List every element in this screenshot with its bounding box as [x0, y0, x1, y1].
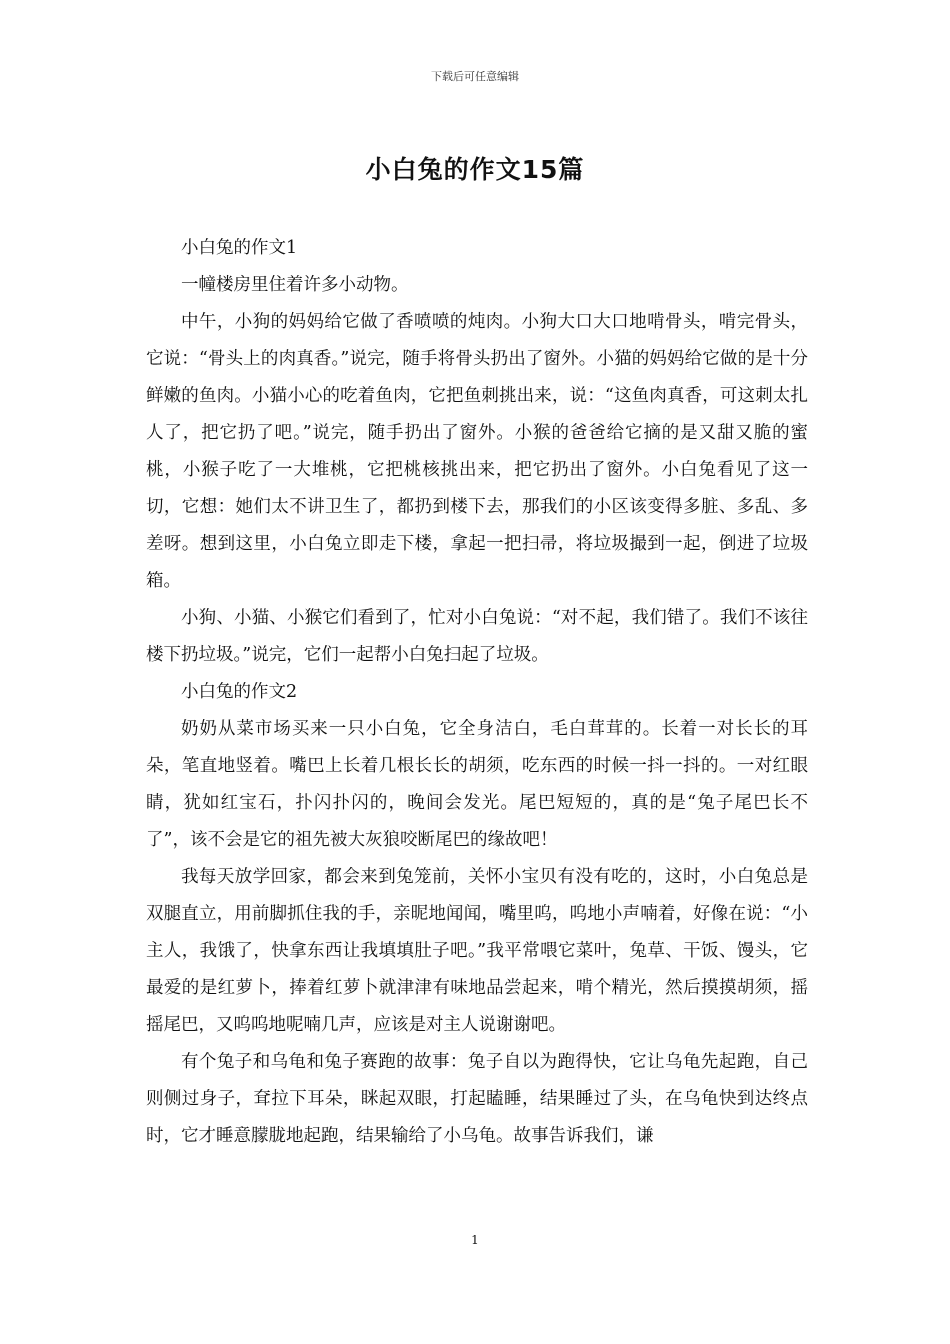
document-title: 小白兔的作文15篇 [365, 155, 585, 184]
document-body [146, 230, 808, 1155]
paragraph: 一幢楼房里住着许多小动物。 [181, 275, 409, 295]
paragraph: 中午，小狗的妈妈给它做了香喷喷的炖肉。小狗大口大口地啃骨头，啃完骨头，它说：“骨头上的肉真香。”说完，随手将骨头扔出了窗外。小猫的妈妈给它做的是十分鲜嫩的鱼肉。小猫小心的吃着鱼肉，它把鱼刺挑出来，说：“这鱼肉真香，可这刺太扎人了，把它扔了吧。”说完，随手扔出了窗外。小猴的爸爸给它摘的是又甜又脆的蜜桃，小猴子吃了一大堆桃，它把桃核挑出来，把它扔出了窗外。小白兔看见了这一切，它想：她们太不讲卫生了，都扔到楼下去，那我们的小区该变得多脏、多乱、多差呀。想到这里，小白兔立即走下楼，拿起一把扫帚，将垃圾撮到一起，倒进了垃圾箱。 [146, 312, 808, 591]
paragraph: 我每天放学回家，都会来到兔笼前，关怀小宝贝有没有吃的，这时，小白兔总是双腿直立，用前脚抓住我的手，亲昵地闻闻，嘴里呜，呜地小声喃着，好像在说：“小主人，我饿了，快拿东西让我填填肚子吧。”我平常喂它菜叶，兔草、干饭、馒头，它最爱的是红萝卜，捧着红萝卜就津津有味地品尝起来，啃个精光，然后摸摸胡须，摇摇尾巴，又呜呜地呢喃几声，应该是对主人说谢谢吧。 [146, 867, 808, 1035]
paragraph: 小狗、小猫、小猴它们看到了，忙对小白兔说：“对不起，我们错了。我们不该往楼下扔垃圾。”说完，它们一起帮小白兔扫起了垃圾。 [146, 608, 808, 665]
paragraph: 有个兔子和乌龟和兔子赛跑的故事：兔子自以为跑得快，它让乌龟先起跑，自己则侧过身子，耷拉下耳朵，眯起双眼，打起瞌睡，结果睡过了头，在乌龟快到达终点时，它才睡意朦胧地起跑，结果输给了小乌龟。故事告诉我们，谦 [146, 1052, 808, 1146]
page-number: 1 [471, 1233, 479, 1247]
section-heading: 小白兔的作文2 [181, 682, 298, 702]
section-heading: 小白兔的作文1 [181, 238, 298, 258]
header-note: 下载后可任意编辑 [431, 70, 519, 83]
paragraph: 奶奶从菜市场买来一只小白兔，它全身洁白，毛白茸茸的。长着一对长长的耳朵，笔直地竖着。嘴巴上长着几根长长的胡须，吃东西的时候一抖一抖的。一对红眼睛，犹如红宝石，扑闪扑闪的，晚间会发光。尾巴短短的，真的是“兔子尾巴长不了”，该不会是它的祖先被大灰狼咬断尾巴的缘故吧！ [146, 719, 808, 850]
